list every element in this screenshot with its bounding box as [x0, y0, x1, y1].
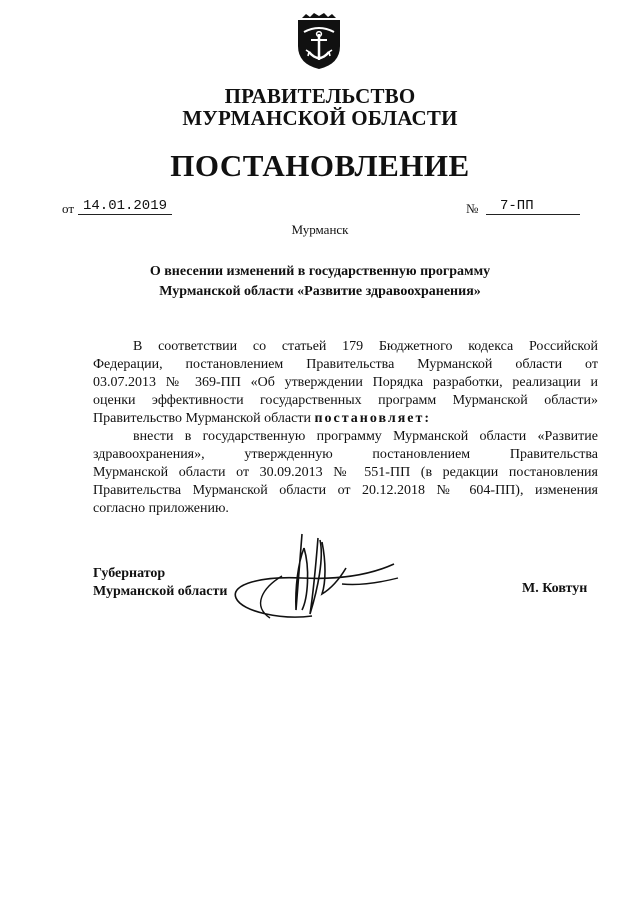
date-prefix: от	[62, 201, 75, 216]
signatory-name: М. Ковтун	[522, 581, 588, 596]
subject-line1: О внесении изменений в государственную программу	[149, 264, 491, 279]
signatory-title-line2: Мурманской области	[93, 584, 228, 599]
murmansk-coat-of-arms-icon	[296, 12, 342, 70]
resolution-keyword: постановляет:	[314, 411, 432, 426]
body-line-8: Мурманской области от 30.09.2013 № 551-ПП (в редакции постановления	[93, 465, 598, 480]
body-line-1: В соответствии со статьей 179 Бюджетного кодекса Российской	[133, 339, 598, 354]
body-line-5	[93, 410, 598, 428]
subject-line2: Мурманской области «Развитие здравоохранения»	[159, 284, 481, 299]
document-date: 14.01.2019	[78, 198, 172, 215]
organization-name-line1: ПРАВИТЕЛЬСТВО	[224, 84, 416, 108]
body-line-4: оценки эффективности государственных программ Мурманской области»	[93, 393, 598, 408]
city-name: Мурманск	[291, 222, 349, 237]
document-type-title: ПОСТАНОВЛЕНИЕ	[170, 148, 470, 183]
number-prefix: №	[466, 201, 479, 216]
body-line-9: Правительства Мурманской области от 20.12.2018 № 604-ПП), изменения	[93, 483, 598, 498]
body-line-6: внести в государственную программу Мурманской области «Развитие	[133, 429, 598, 444]
organization-name-line2: МУРМАНСКОЙ ОБЛАСТИ	[182, 106, 458, 130]
body-line-7: здравоохранения», утвержденную постановлением Правительства	[93, 447, 598, 462]
handwritten-signature-icon	[222, 528, 402, 624]
body-line-10: согласно приложению.	[93, 501, 229, 516]
body-line-3: 03.07.2013 № 369-ПП «Об утверждении Порядка разработки, реализации и	[93, 375, 598, 390]
document-number: 7-ПП	[486, 198, 580, 215]
signatory-title-line1: Губернатор	[93, 566, 166, 581]
body-line-5-text: Правительство Мурманской области	[93, 411, 315, 426]
body-line-2: Федерации, постановлением Правительства Мурманской области от	[93, 357, 598, 372]
